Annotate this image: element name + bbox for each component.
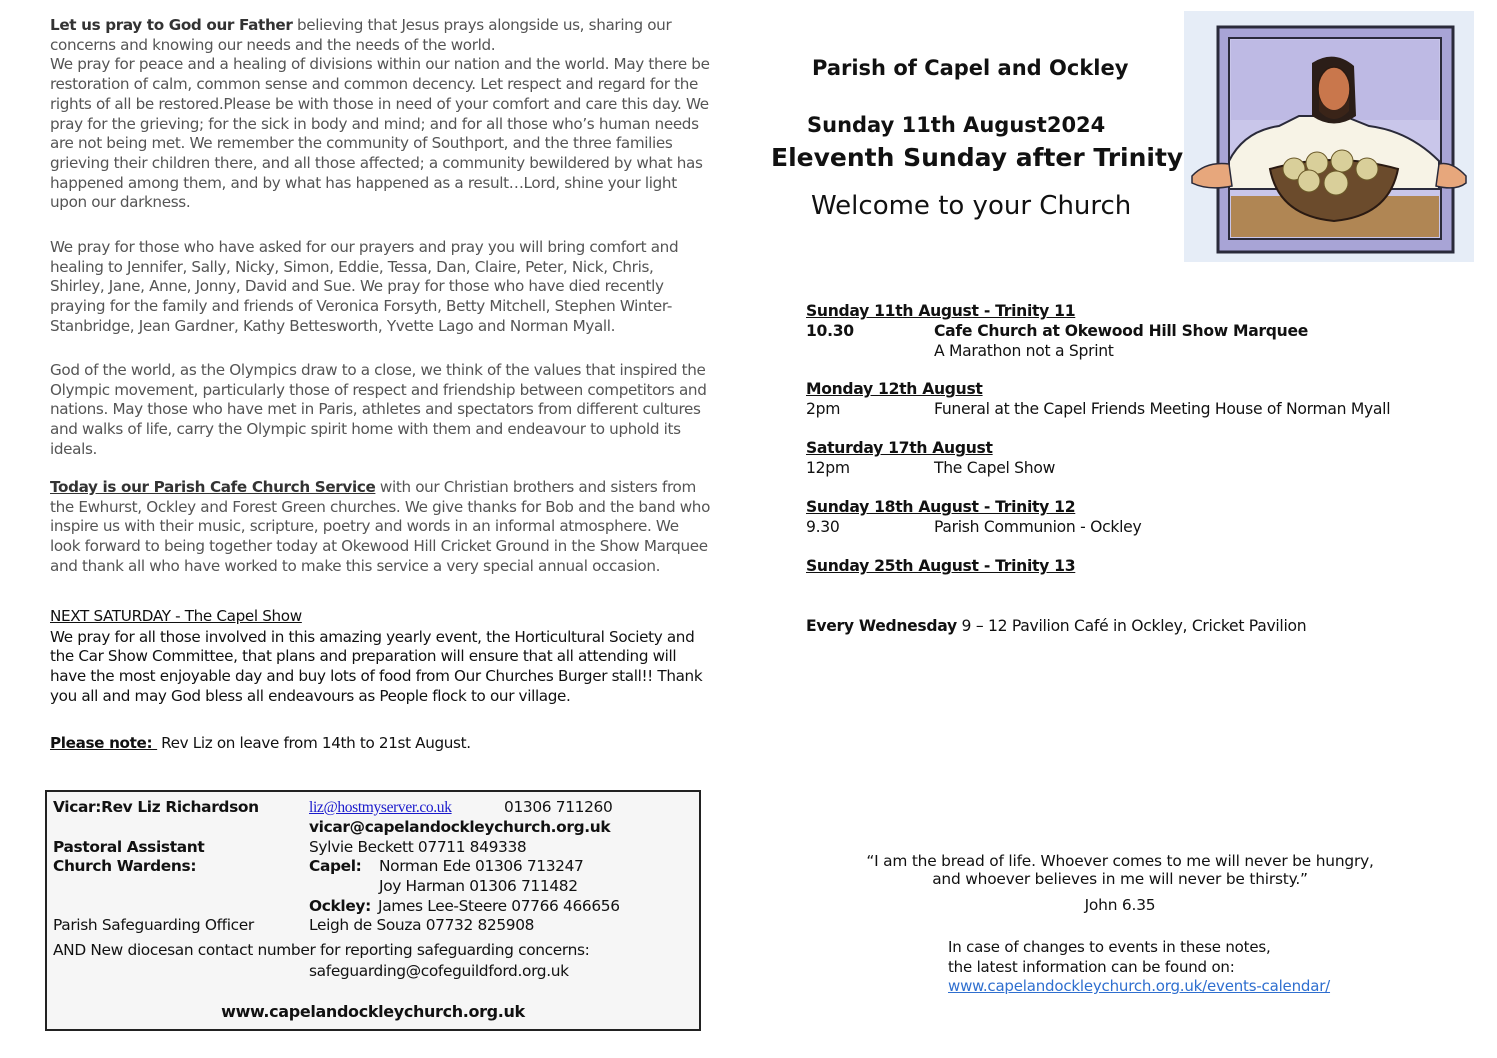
pastoral-value: Sylvie Beckett 07711 849338 (309, 838, 527, 856)
event-row (806, 322, 1446, 342)
prayer-intro (50, 16, 710, 213)
vicar-email-2: vicar@capelandockleychurch.org.uk (309, 818, 611, 836)
welcome-title: Welcome to your Church (811, 191, 1132, 221)
diocesan-email: safeguarding@cofeguildford.org.uk (309, 962, 569, 980)
vicar-email-link[interactable]: liz@hostmyserver.co.uk (309, 799, 452, 816)
event-heading: Saturday 17th August (806, 439, 993, 457)
vicar-phone: 01306 711260 (504, 798, 613, 816)
event-time: 10.30 (806, 322, 854, 340)
next-saturday-heading: NEXT SATURDAY - The Capel Show (50, 607, 302, 625)
changes-line-2: the latest information can be found on: (948, 957, 1235, 976)
ockley-warden: James Lee-Steere 07766 466656 (378, 897, 620, 915)
event-desc: Funeral at the Capel Friends Meeting House of Norman Myall (934, 400, 1391, 418)
please-note-label: Please note: (50, 734, 158, 752)
changes-line-1: In case of changes to events in these notes, (948, 938, 1271, 956)
cafe-church-notice (50, 478, 710, 577)
safeguarding-label: Parish Safeguarding Officer (53, 916, 254, 934)
service-date: Sunday 11th August2024 (807, 113, 1106, 137)
left-hand (1192, 164, 1232, 188)
quote-reference: John 6.35 (1084, 896, 1156, 914)
vicar-label: Vicar:Rev Liz Richardson (53, 798, 259, 816)
occasion-title: Eleventh Sunday after Trinity (771, 143, 1184, 172)
event-row (806, 459, 1446, 479)
prayer-olympics (50, 361, 710, 460)
website-footer: www.capelandockleychurch.org.uk (221, 1002, 525, 1021)
events-calendar-link[interactable]: www.capelandockleychurch.org.uk/events-calendar/ (948, 977, 1331, 995)
weekly-text: 9 – 12 Pavilion Café in Ockley, Cricket Pavilion (956, 617, 1307, 635)
quote-line-1: “I am the bread of life. Whoever comes to me will never be hungry, (866, 852, 1374, 870)
event-desc: Cafe Church at Okewood Hill Show Marquee (934, 322, 1309, 340)
please-note (50, 734, 710, 754)
prayer-2-text: We pray for those who have asked for our prayers and pray you will bring comfort and healing to Jennifer, Sally, Nicky, Simon, Eddie, Tessa, Dan, Claire, Peter, Nick, Chris, Shirley, Jane, Anne, Jonny, David and Sue. We pray for those who have died recently praying for the family and friends of Veronica Forsyth, Betty Mitchell, Stephen Winter-Stanbridge, Jean Gardner, Kathy Bettesworth, Yvette Lago and Norman Myall. (50, 238, 679, 335)
event-heading: Sunday 11th August - Trinity 11 (806, 302, 1076, 320)
event-desc: A Marathon not a Sprint (934, 342, 1114, 360)
weekly-label: Every Wednesday (806, 617, 957, 635)
jesus-bread-illustration (1184, 11, 1474, 262)
pastoral-label: Pastoral Assistant (53, 838, 205, 856)
event-group-sunday-11 (806, 302, 1075, 320)
capel-warden-1: Norman Ede 01306 713247 (379, 857, 584, 875)
contact-box (45, 790, 701, 1031)
prayer-lead: Let us pray to God our Father (50, 16, 293, 34)
event-desc: Parish Communion - Ockley (934, 518, 1142, 536)
event-group-monday-12 (806, 380, 983, 398)
capel-warden-2: Joy Harman 01306 711482 (379, 877, 578, 895)
quote-line-2: and whoever believes in me will never be thirsty.” (932, 870, 1308, 888)
right-hand (1436, 164, 1466, 188)
event-group-saturday-17 (806, 439, 993, 457)
parish-title: Parish of Capel and Ockley (812, 56, 1129, 80)
illustration-svg (1184, 11, 1474, 262)
event-row (806, 342, 1446, 362)
wardens-label: Church Wardens: (53, 857, 197, 875)
next-saturday-text: We pray for all those involved in this amazing yearly event, the Horticultural Society and the Car Show Committee, that plans and preparation will ensure that all attending will have the most enjoyable day and buy lots of food from Our Churches Burger stall!! Thank you all and may God bless all endeavours as People flock to our village. (50, 627, 703, 705)
prayer-peace: We pray for peace and a healing of divisions within our nation and the world. May there be restoration of calm, common sense and common decency. Let respect and regard for the rights of all be restored.Please be with those in need of your comfort and care this day. We pray for the grieving; for the sick in body and mind; and for all those who’s human needs are not being met. We remember the community of Southport, and the three families grieving their children there, and all those affected; a community bewildered by what has happened among them, and by what has happened as a result…Lord, shine your light upon our darkness. (50, 55, 710, 212)
event-time: 12pm (806, 459, 850, 477)
event-row (806, 518, 1446, 538)
event-heading: Sunday 25th August - Trinity 13 (806, 557, 1076, 575)
diocesan-text: AND New diocesan contact number for reporting safeguarding concerns: (53, 941, 590, 959)
event-time: 2pm (806, 400, 841, 418)
cafe-church-text: with our Christian brothers and sisters from the Ewhurst, Ockley and Forest Green churches. We give thanks for Bob and the band who inspire us with their music, scripture, poetry and words in an informal atmosphere. We look forward to being together today at Okewood Hill Cricket Ground in the Show Marquee and thank all who have worked to make this service a very special annual occasion. (50, 478, 711, 575)
changes-notice (948, 938, 1330, 997)
prayer-intro-text: believing that Jesus prays alongside us, sharing our concerns and knowing our needs and the needs of the world. (50, 16, 672, 54)
event-time: 9.30 (806, 518, 840, 536)
event-group-sunday-18 (806, 498, 1075, 516)
weekly-event (806, 617, 1306, 635)
prayer-for-sick-and-departed (50, 238, 710, 337)
cafe-church-heading: Today is our Parish Cafe Church Service (50, 478, 376, 496)
scripture-quote (780, 852, 1460, 914)
event-group-sunday-25 (806, 557, 1075, 575)
event-heading: Sunday 18th August - Trinity 12 (806, 498, 1076, 516)
next-saturday-notice (50, 607, 710, 707)
capel-label: Capel: (309, 857, 362, 875)
ockley-label: Ockley: (309, 897, 371, 915)
safeguarding-value: Leigh de Souza 07732 825908 (309, 916, 535, 934)
prayer-3-text: God of the world, as the Olympics draw to a close, we think of the values that inspired the Olympic movement, particularly those of respect and friendship between competitors and nations. May those who have met in Paris, athletes and spectators from different cultures and walks of life, carry the Olympic spirit home with them and endeavour to uphold its ideals. (50, 361, 707, 458)
event-row (806, 400, 1446, 420)
event-desc: The Capel Show (934, 459, 1056, 477)
please-note-text: Rev Liz on leave from 14th to 21st August. (161, 734, 471, 752)
event-heading: Monday 12th August (806, 380, 983, 398)
events-list (806, 302, 1446, 652)
